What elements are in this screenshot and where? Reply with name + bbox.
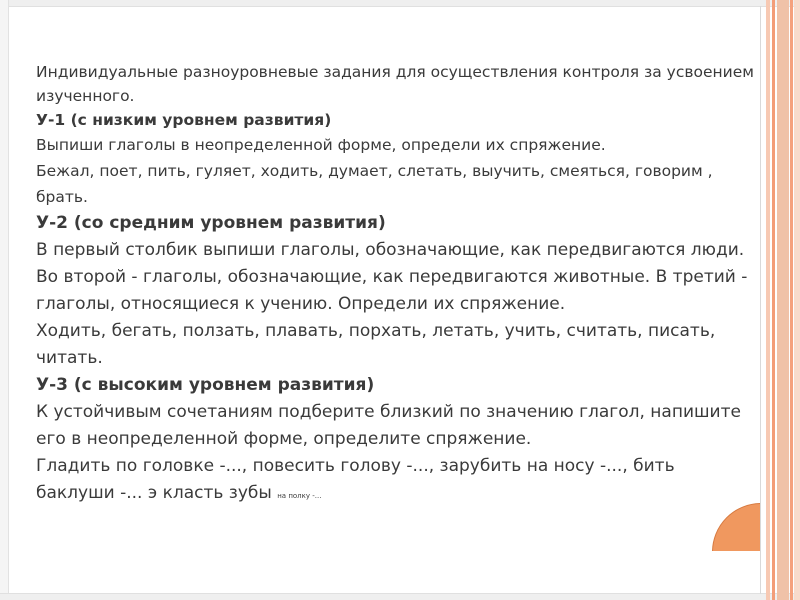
- frame-left-border: [0, 0, 9, 600]
- level3-instruction: К устойчивым сочетаниям подберите близкий по значению глагол, напишите его в неопределенной форме, определите спряжение.: [36, 402, 741, 449]
- content-right-border: [760, 6, 761, 594]
- level1-words: Бежал, поет, пить, гуляет, ходить, думает, слетать, выучить, смеяться, говорим , брать.: [36, 162, 713, 206]
- level3-phrases-main: Гладить по головке -..., повесить голову -..., зарубить на носу -..., бить баклуши -... э класть зубы: [36, 456, 675, 503]
- slide-content: [36, 60, 756, 510]
- level1-title: У-1 (с низким уровнем развития): [36, 111, 332, 129]
- decorative-stripe: [790, 0, 793, 600]
- decorative-stripe: [794, 0, 800, 600]
- level2-words: Ходить, бегать, ползать, плавать, порхать, летать, учить, считать, писать, читать.: [36, 321, 716, 368]
- frame-bottom-border: [0, 593, 800, 600]
- decorative-orange-circle: [712, 503, 760, 551]
- frame-top-border: [0, 0, 800, 7]
- decorative-stripe: [772, 0, 775, 600]
- decorative-stripe: [766, 0, 770, 600]
- level1-instruction: Выпиши глаголы в неопределенной форме, определи их спряжение.: [36, 136, 606, 154]
- level3-phrases-tail: на полку -...: [277, 492, 322, 500]
- decorative-stripe: [777, 0, 789, 600]
- level2-instruction: В первый столбик выпиши глаголы, обозначающие, как передвигаются люди. Во второй - глаголы, обозначающие, как передвигаются животные. В третий - глаголы, относящиеся к учению. Определи их спряжение.: [36, 240, 748, 314]
- intro-text: Индивидуальные разноуровневые задания для осуществления контроля за усвоением изученного.: [36, 63, 754, 105]
- level3-phrases: [36, 453, 756, 510]
- level3-title: У-3 (с высоким уровнем развития): [36, 375, 375, 395]
- level2-title: У-2 (со средним уровнем развития): [36, 213, 386, 233]
